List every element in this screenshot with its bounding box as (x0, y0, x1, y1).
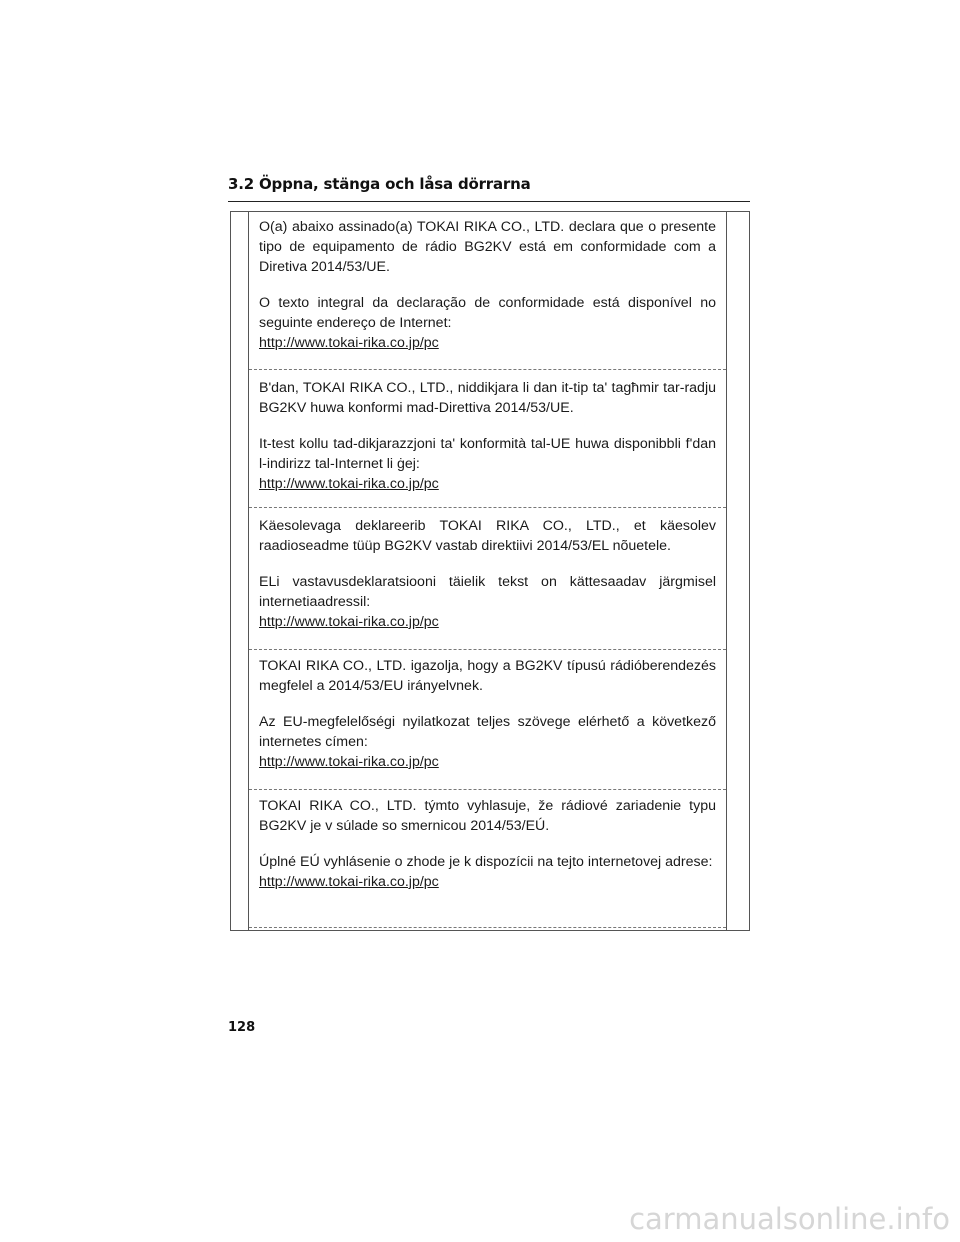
declaration-statement: Käesolevaga deklareerib TOKAI RIKA CO., LTD., et käesolev raadioseadme tüüp BG2KV vastab direktiivi 2014/53/EL nõuetele. (259, 518, 716, 554)
declaration-portuguese (249, 214, 726, 370)
declaration-estonian (249, 508, 726, 650)
declaration-statement: TOKAI RIKA CO., LTD. igazolja, hogy a BG2KV típusú rádióberendezés megfelel a 2014/53/EU irányelvnek. (259, 658, 716, 694)
declaration-table (230, 211, 750, 931)
declaration-link[interactable]: http://www.tokai-rika.co.jp/pc (259, 335, 439, 351)
declaration-availability: O texto integral da declaração de conformidade está disponível no seguinte endereço de Internet: (259, 295, 716, 331)
declaration-availability: It-test kollu tad-dikjarazzjoni ta' konformità tal-UE huwa disponibbli f'dan l-indirizz tal-Internet li ġej: (259, 436, 716, 472)
declaration-slovak (249, 790, 726, 928)
declaration-availability: Úplné EÚ vyhlásenie o zhode je k dispozícii na tejto internetovej adrese: (259, 854, 713, 870)
watermark: carmanualsonline.info (629, 1202, 950, 1236)
page-number: 128 (228, 1020, 256, 1035)
declaration-link[interactable]: http://www.tokai-rika.co.jp/pc (259, 874, 439, 890)
section-header (228, 175, 750, 202)
declaration-statement: O(a) abaixo assinado(a) TOKAI RIKA CO., LTD. declara que o presente tipo de equipamento de rádio BG2KV está em conformidade com a Diretiva 2014/53/UE. (259, 219, 716, 275)
declaration-availability: ELi vastavusdeklaratsiooni täielik tekst on kättesaadav järgmisel internetiaadressil: (259, 574, 716, 610)
declaration-maltese (249, 370, 726, 508)
declaration-link[interactable]: http://www.tokai-rika.co.jp/pc (259, 614, 439, 630)
declaration-statement: TOKAI RIKA CO., LTD. týmto vyhlasuje, že rádiové zariadenie typu BG2KV je v súlade so smernicou 2014/53/EÚ. (259, 798, 716, 834)
declaration-statement: B'dan, TOKAI RIKA CO., LTD., niddikjara li dan it-tip ta' tagħmir tar-radju BG2KV huwa konformi mad-Direttiva 2014/53/UE. (259, 380, 716, 416)
declaration-availability: Az EU-megfelelőségi nyilatkozat teljes szövege elérhető a következő internetes címen: (259, 714, 716, 750)
declaration-link[interactable]: http://www.tokai-rika.co.jp/pc (259, 476, 439, 492)
declaration-hungarian (249, 650, 726, 790)
declaration-column (248, 212, 727, 930)
section-title: 3.2 Öppna, stänga och låsa dörrarna (228, 175, 531, 193)
declaration-link[interactable]: http://www.tokai-rika.co.jp/pc (259, 754, 439, 770)
